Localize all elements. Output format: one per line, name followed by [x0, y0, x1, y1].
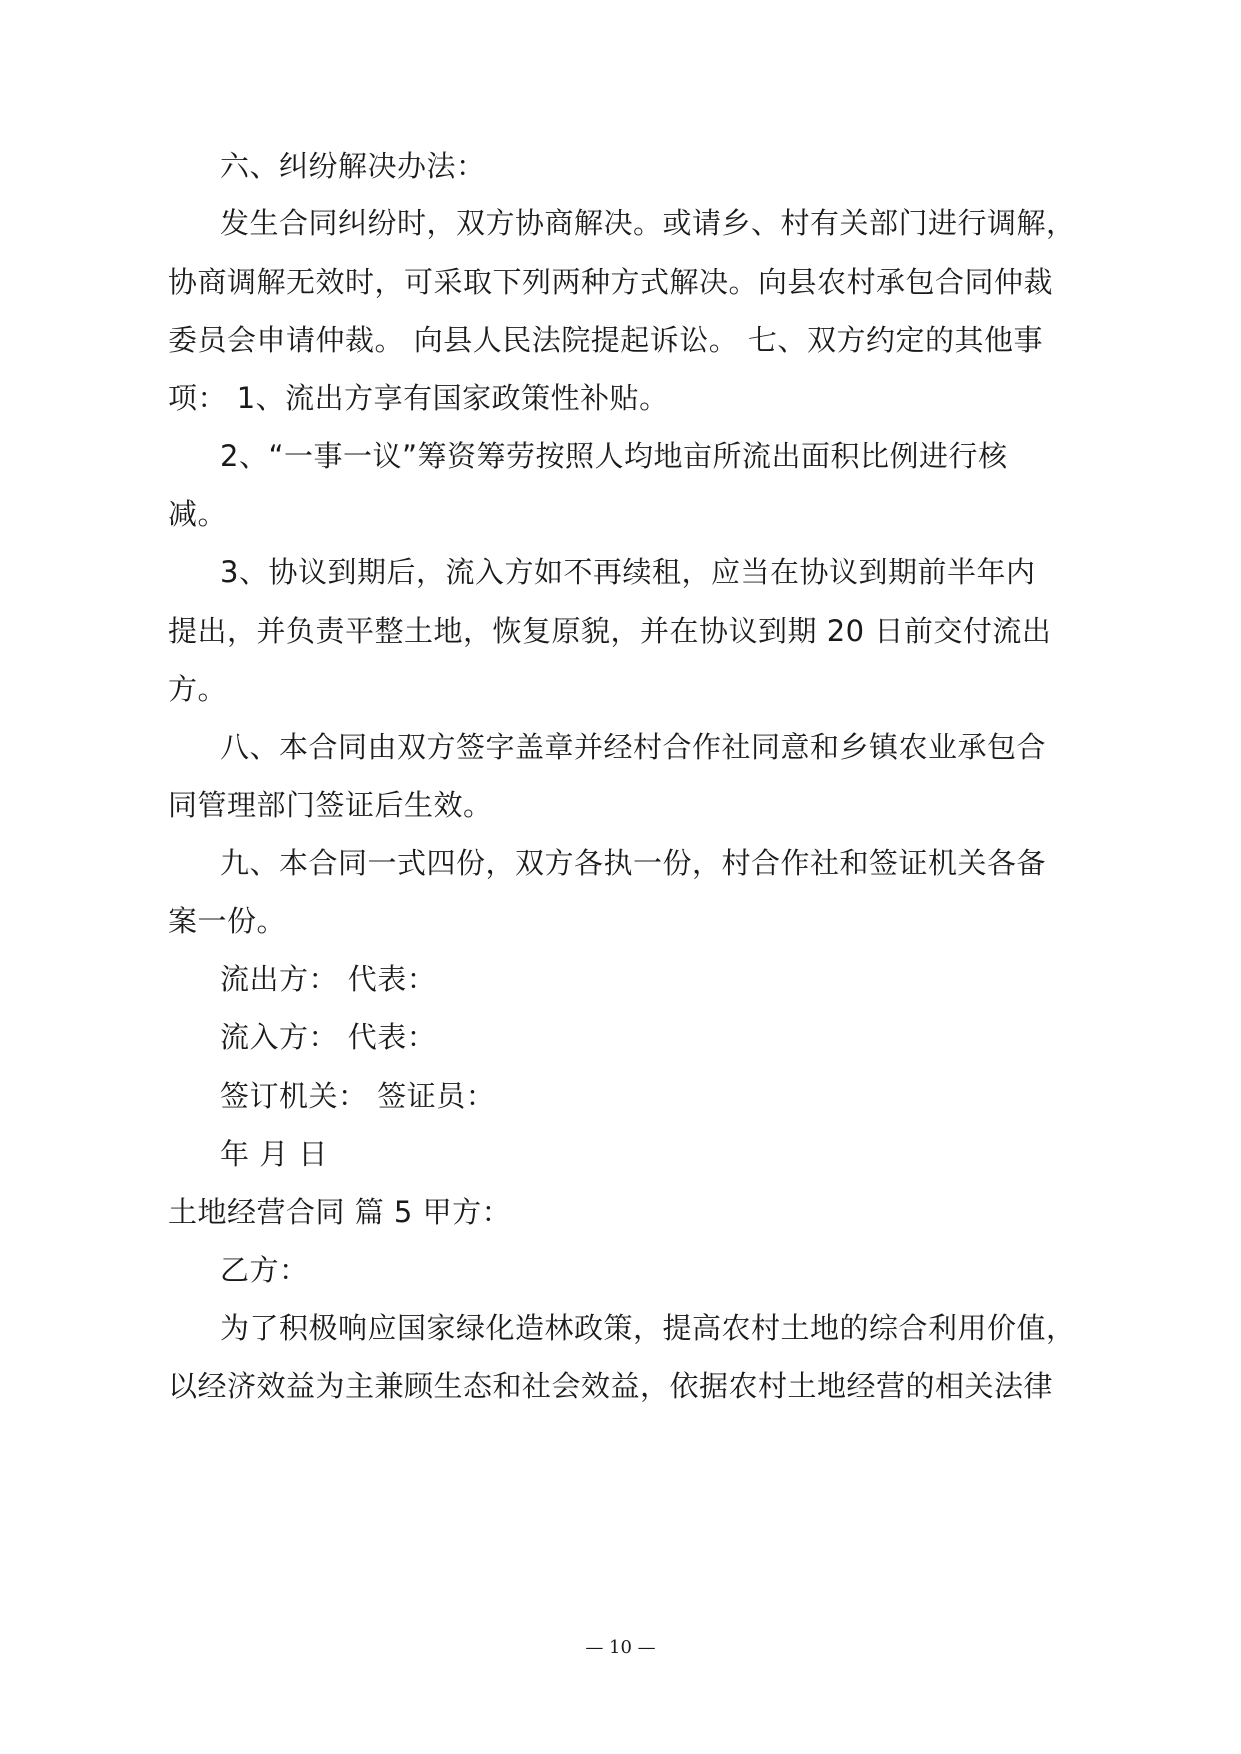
text-line: 同管理部门签证后生效。 [168, 788, 493, 822]
text-line: 为了积极响应国家绿化造林政策，提高农村土地的综合利用价值， [220, 1311, 1076, 1345]
text-line: 发生合同纠纷时，双方协商解决。或请乡、村有关部门进行调解， [220, 206, 1076, 240]
text-line: 案一份。 [168, 904, 287, 938]
text-line: 八、本合同由双方签字盖章并经村合作社同意和乡镇农业承包合 [220, 730, 1047, 764]
text-line: 乙方： [220, 1253, 309, 1287]
text-line: 3、协议到期后，流入方如不再续租，应当在协议到期前半年内 [220, 555, 1036, 589]
text-line: 减。 [168, 497, 228, 531]
signature-line: 流出方： 代表： [220, 962, 437, 996]
text-line: 方。 [168, 672, 228, 706]
text-line: 委员会申请仲裁。 向县人民法院提起诉讼。 七、双方约定的其他事 [168, 323, 1043, 357]
signature-line: 签订机关： 签证员： [220, 1079, 496, 1113]
text-line: 以经济效益为主兼顾生态和社会效益，依据农村土地经营的相关法律 [168, 1369, 1054, 1403]
page-number: — 10 — [585, 1637, 656, 1658]
text-line: 项： 1、流出方享有国家政策性补贴。 [168, 381, 669, 415]
text-line: 六、纠纷解决办法： [220, 149, 486, 183]
text-line: 协商调解无效时，可采取下列两种方式解决。向县农村承包合同仲裁 [168, 265, 1054, 299]
section-heading: 土地经营合同 篇 5 甲方： [168, 1195, 512, 1229]
text-line: 九、本合同一式四份，双方各执一份，村合作社和签证机关各备 [220, 846, 1047, 880]
text-line: 2、“一事一议”筹资筹劳按照人均地亩所流出面积比例进行核 [220, 439, 1008, 473]
signature-line: 流入方： 代表： [220, 1020, 437, 1054]
text-line: 提出，并负责平整土地，恢复原貌，并在协议到期 20 日前交付流出 [168, 614, 1052, 648]
date-line: 年 月 日 [220, 1137, 328, 1171]
